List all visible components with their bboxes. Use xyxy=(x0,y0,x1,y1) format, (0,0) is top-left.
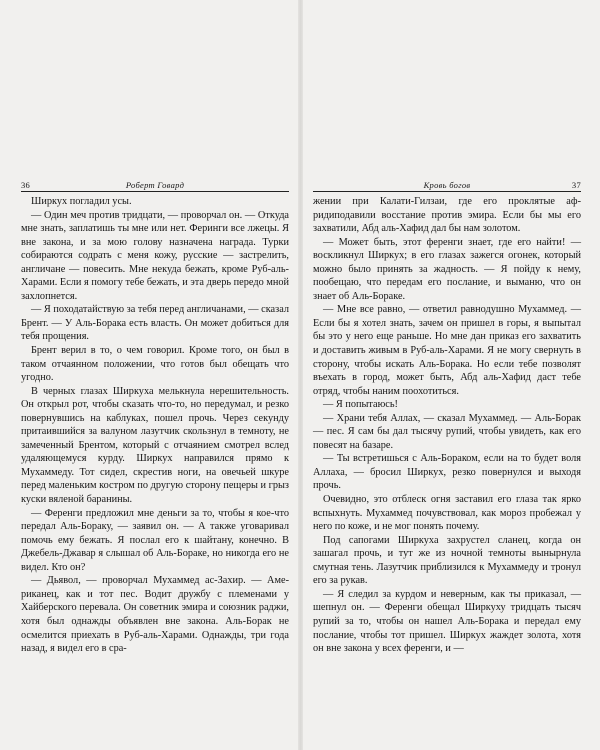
book-spine xyxy=(298,0,303,750)
paragraph: — Я попытаюсь! xyxy=(323,399,398,411)
right-page-number: 37 xyxy=(571,180,581,190)
paragraph: Под сапогами Ширкуха захрустел сланец, когда он зашагал прочь, и тут же из ночной темноты вынырнула смутная тень. Лазутчик приблизился к Мухаммеду и тронул его за рукав. xyxy=(313,534,581,587)
paragraph: Ширкух погладил усы. xyxy=(31,196,132,207)
right-page-body xyxy=(313,195,581,656)
paragraph: жении при Калати-Гилзаи, где его проклятые афридиподавили восстание против эмира. Если бы мы его захватили, Абд аль-Хафид дал бы нам золотом. xyxy=(313,196,581,235)
paragraph: — Дьявол, — проворчал Мухаммед ас-Захир. — Американец, как и тот пес. Водит дружбу с племенами у Хайберского перевала. Он советник эмира и союзник раджи, хотя был однажды объявлен вне закона. Аль-Борак не осмелится приехать в Руб-аль-Харами. Однажды, три года назад, я видел его в сра- xyxy=(21,575,289,655)
paragraph: — Я следил за курдом и неверным, как ты приказал, — шепнул он. — Ференги обещал Ширкуху тридцать тысяч рупий за то, чтобы он нашел Аль-Борака и передал ему послание, чтобы тот пришел. Ширкух жаждет золота, хотя он вне закона у всех ференги, и — xyxy=(313,588,581,655)
paragraph: — Один меч против тридцати, — проворчал он. — Откуда мне знать, заплатишь ты мне или нет. Феринги все лжецы. Я вне закона, и за мою голову назначена награда. Турки собираются содрать с меня кожу, русские — застрелить, англичане — повесить. Мне некуда бежать, кроме Руб-аль-Харами. Если я помогу тебе бежать, и эта дверь передо мной захлопнется. xyxy=(21,209,289,302)
left-running-title: Роберт Говард xyxy=(125,180,185,190)
paragraph: Очевидно, это отблеск огня заставил его глаза так ярко вспыхнуть. Мухаммед почувствовал, как мороз пробежал у него по коже, и не мог понять почему. xyxy=(313,494,581,533)
paragraph: — Ты встретишься с Аль-Бораком, если на то будет воля Аллаха, — бросил Ширкух, резко повернулся и выходя прочь. xyxy=(313,453,581,492)
paragraph: Брент верил в то, о чем говорил. Кроме того, он был в таком отчаянном положении, что готов был обещать что угодно. xyxy=(21,345,289,384)
left-page xyxy=(21,178,289,656)
paragraph: — Я походатайствую за тебя перед англичанами, — сказал Брент. — У Аль-Борака есть власть. Он может добиться для тебя прощения. xyxy=(21,304,289,343)
right-running-title: Кровь богов xyxy=(423,180,471,190)
left-running-head xyxy=(21,178,289,192)
paragraph: — Храни тебя Аллах, — сказал Мухаммед. — Аль-Борак — пес. Я сам бы дал тысячу рупий, чтобы увидеть, как его повесят на базаре. xyxy=(313,412,581,451)
paragraph: — Мне все равно, — ответил равнодушно Мухаммед. — Если бы я хотел знать, зачем он пришел в горы, я выпытал бы это у него еще раньше. Но мне дан приказ его захватить и доставить живым в Руб-аль-Харами. Я не могу свернуть в сторону, чтобы искать Аль-Борака. Но если тебе позволят въехать в город, может быть, Абд аль-Хафид даст тебе отряд, чтобы наним поохотиться. xyxy=(313,304,581,397)
left-page-number: 36 xyxy=(21,180,31,190)
left-page-body xyxy=(21,195,289,656)
paragraph: — Ференги предложил мне деньги за то, чтобы я кое-что передал Аль-Бораку, — заявил он. — А также уговаривал помочь ему бежать. Я послал его к шайтану, конечно. В Джебель-Джавар я слышал об Аль-Бораке, но никогда его не видел. Кто он? xyxy=(21,507,289,573)
paragraph: — Может быть, этот ференги знает, где его найти! — воскликнул Ширкух; в его глазах зажегся огонек, который можно было принять за жадность. — Я пойду к нему, пообещаю, что передам его послание, и выманю, что он знает об Аль-Бораке. xyxy=(313,236,581,302)
right-running-head xyxy=(313,178,581,192)
paragraph: В черных глазах Ширкуха мелькнула нерешительность. Он открыл рот, чтобы сказать что-то, но передумал, и резко повернувшись на каблуках, пошел прочь. Через секунду притаившийся за валуном лазутчик скользнул в темноту, не замеченный Брентом, который с отчаянием смотрел вслед удаляющемуся курду. Ширкух направился прямо к Мухаммеду. Тот сидел, скрестив ноги, на овечьей шкуре перед маленьким костром по другую сторону пещеры и грыз куски вяленой баранины. xyxy=(21,385,289,506)
right-page xyxy=(313,178,581,656)
